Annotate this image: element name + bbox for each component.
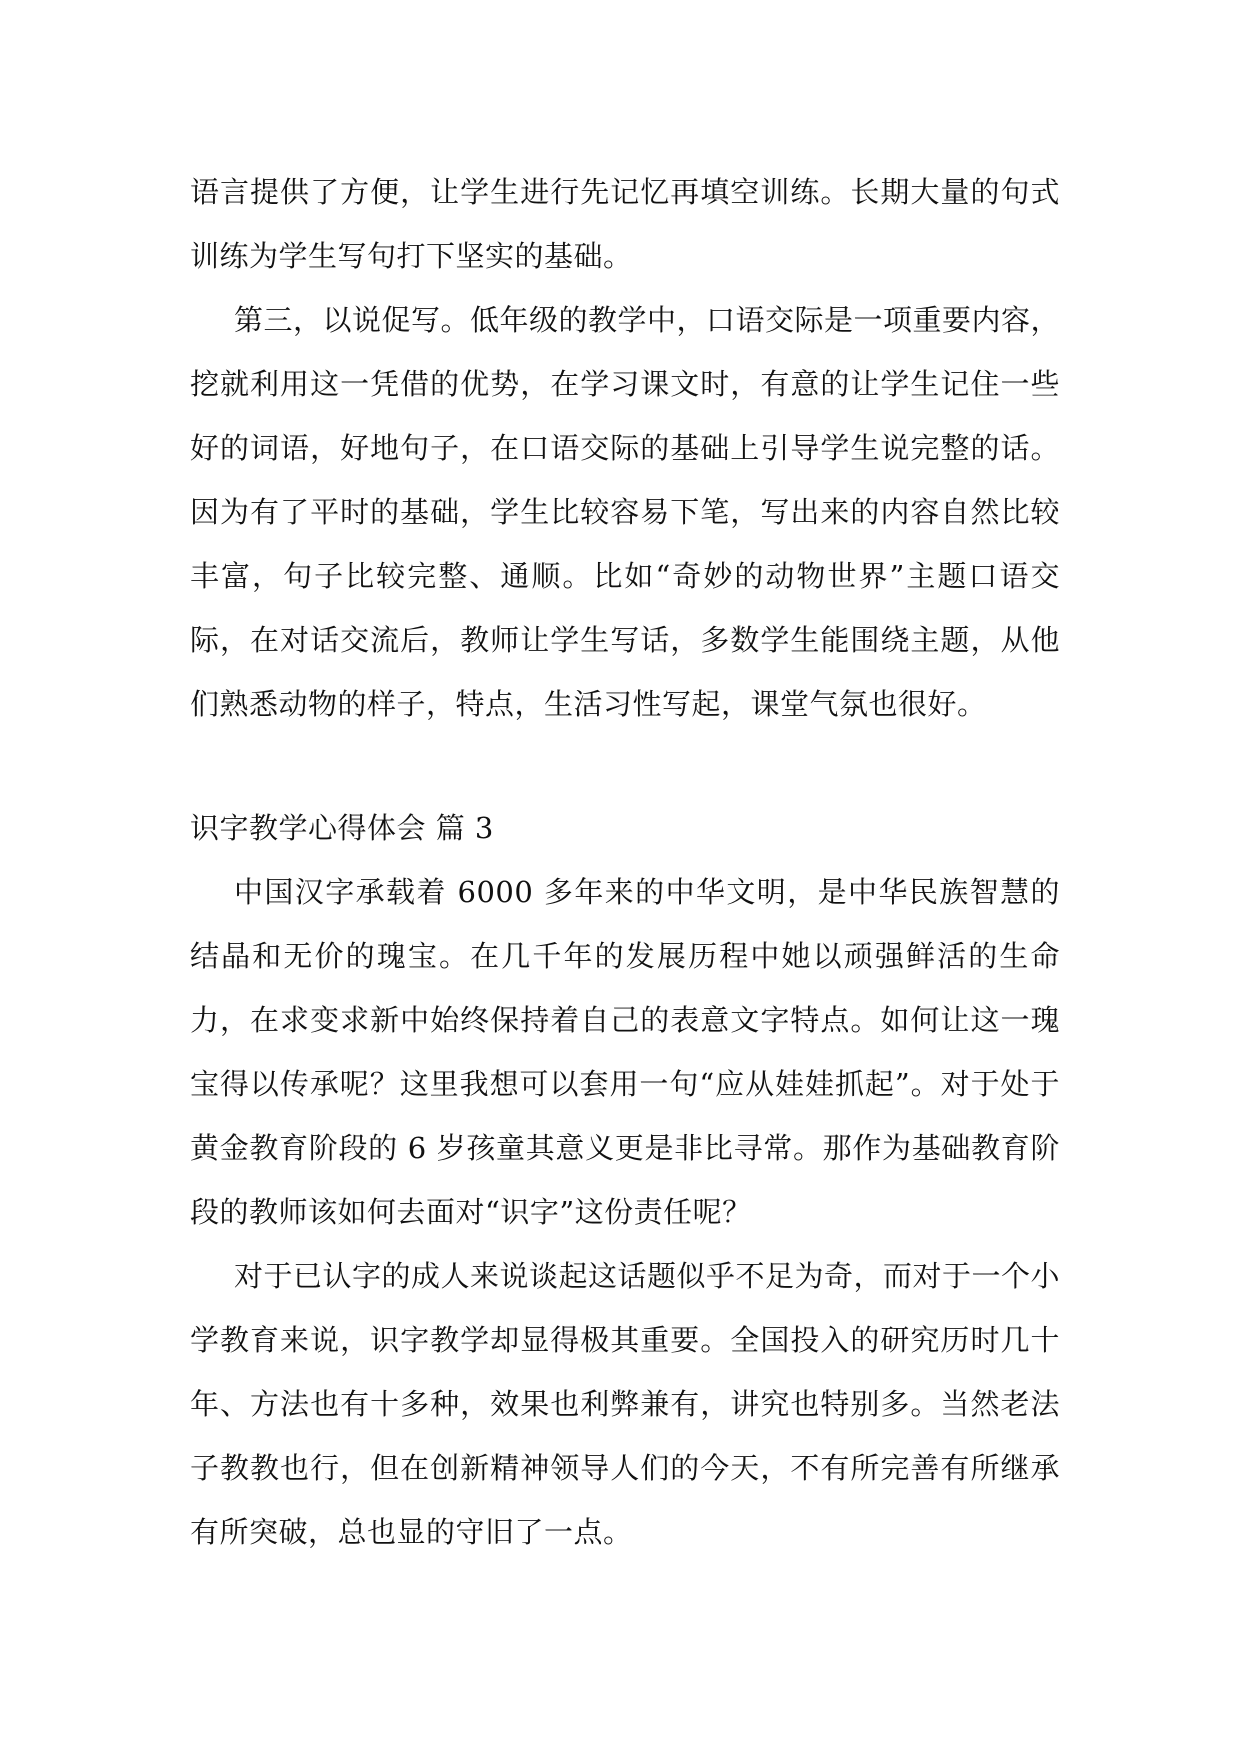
paragraph-chinese-characters: 中国汉字承载着 6000 多年来的中华文明，是中华民族智慧的结晶和无价的瑰宝。在几千年的发展历程中她以顽强鲜活的生命力，在求变求新中始终保持着自己的表意文字特点。如何让这一瑰宝得以传承呢？这里我想可以套用一句“应从娃娃抓起”。对于处于黄金教育阶段的 6 岁孩童其意义更是非比寻常。那作为基础教育阶段的教师该如何去面对“识字”这份责任呢？	[190, 875, 1060, 1229]
section-heading: 识字教学心得体会 篇 3	[190, 811, 494, 845]
document-body	[190, 160, 1060, 1564]
paragraph-literacy-teaching: 对于已认字的成人来说谈起这话题似乎不足为奇，而对于一个小学教育来说，识字教学却显得极其重要。全国投入的研究历时几十年、方法也有十多种，效果也利弊兼有，讲究也特别多。当然老法子教教也行，但在创新精神领导人们的今天，不有所完善有所继承有所突破，总也显的守旧了一点。	[190, 1259, 1061, 1549]
paragraph-speaking-promotes-writing: 第三，以说促写。低年级的教学中，口语交际是一项重要内容，挖就利用这一凭借的优势，在学习课文时，有意的让学生记住一些好的词语，好地句子，在口语交际的基础上引导学生说完整的话。因为有了平时的基础，学生比较容易下笔，写出来的内容自然比较丰富，句子比较完整、通顺。比如“奇妙的动物世界”主题口语交际，在对话交流后，教师让学生写话，多数学生能围绕主题，从他们熟悉动物的样子，特点，生活习性写起，课堂气氛也很好。	[190, 303, 1061, 721]
paragraph-continuation: 语言提供了方便，让学生进行先记忆再填空训练。长期大量的句式训练为学生写句打下坚实的基础。	[190, 175, 1060, 273]
